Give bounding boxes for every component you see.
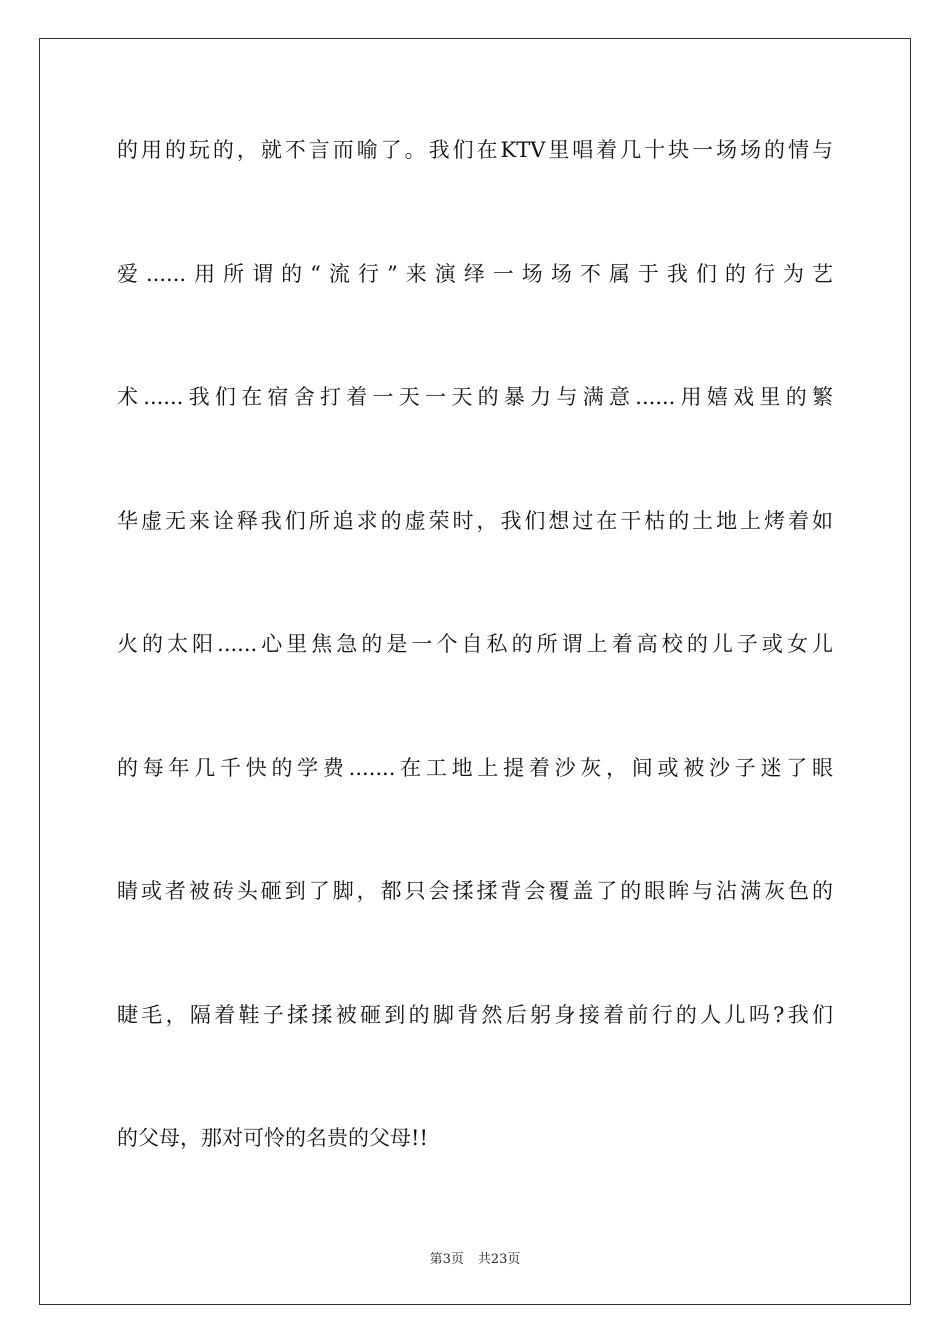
text-line-8: 睫毛，隔着鞋子揉揉被砸到的脚背然后躬身接着前行的人儿吗?我们 [117, 1002, 833, 1027]
page-footer [0, 1248, 950, 1267]
text-line-9: 的父母，那对可怜的名贵的父母!! [117, 1126, 428, 1150]
total-page-count: 共23页 [477, 1252, 521, 1267]
text-line-1: 的用的玩的，就不言而喻了。我们在KTV里唱着几十块一场场的情与 [117, 138, 833, 162]
text-line-7: 睛或者被砖头砸到了脚，都只会揉揉背会覆盖了的眼眸与沾满灰色的 [117, 879, 833, 903]
text-line-4: 华虚无来诠释我们所追求的虚荣时，我们想过在干枯的土地上烤着如 [117, 508, 833, 533]
document-body [117, 127, 833, 1239]
text-line-3: 术......我们在宿舍打着一天一天的暴力与满意......用嬉戏里的繁 [117, 385, 833, 409]
text-line-5: 火的太阳......心里焦急的是一个自私的所谓上着高校的儿子或女儿 [117, 632, 833, 656]
current-page-number: 第3页 [429, 1252, 464, 1267]
text-line-6: 的每年几千快的学费.......在工地上提着沙灰，间或被沙子迷了眼 [117, 755, 833, 780]
text-line-2: 爱......用所谓的“流行”来演绎一场场不属于我们的行为艺 [117, 261, 833, 286]
